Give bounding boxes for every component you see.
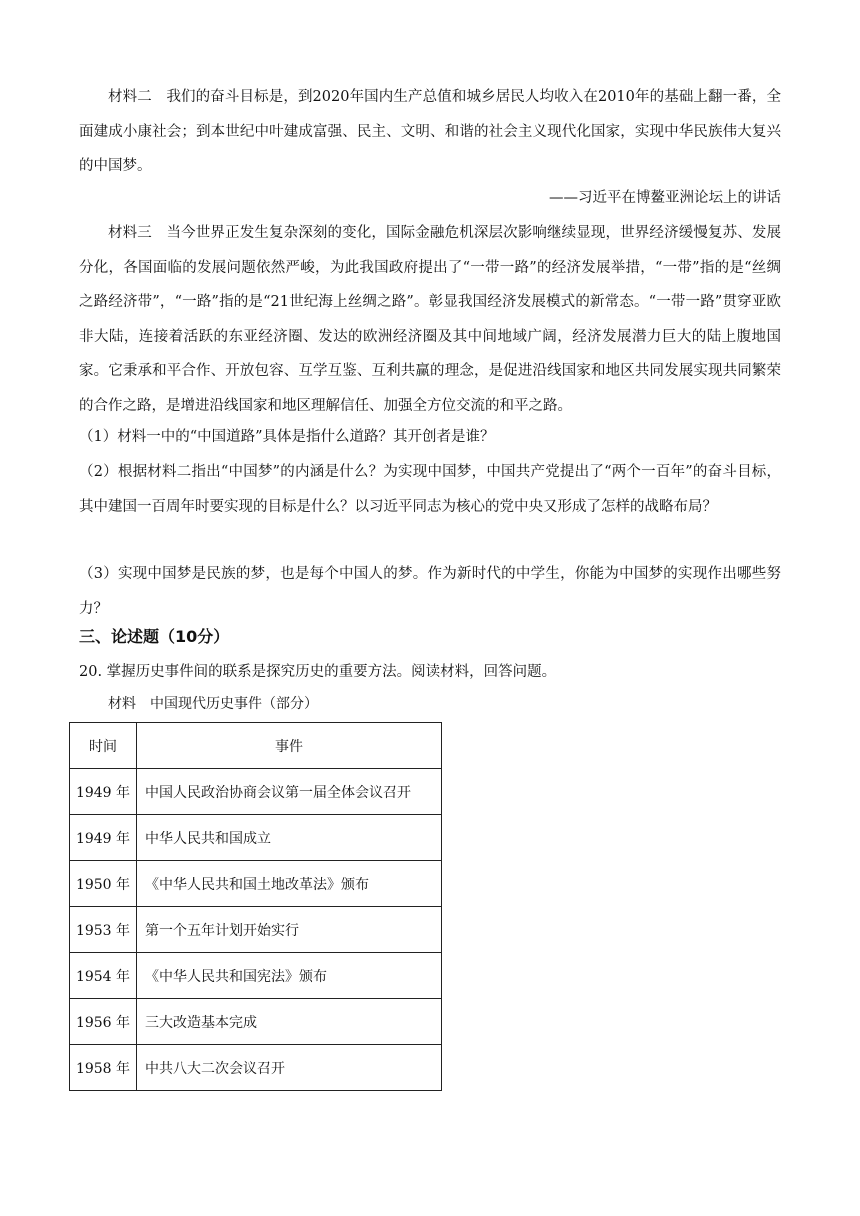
cell-event: 《中华人民共和国土地改革法》颁布 xyxy=(137,861,442,907)
table-row xyxy=(70,1045,442,1091)
cell-time: 1956 年 xyxy=(70,999,137,1045)
material-2-text: 材料二 我们的奋斗目标是，到2020年国内生产总值和城乡居民人均收入在2010年的基础上翻一番，全面建成小康社会；到本世纪中叶建成富强、民主、文明、和谐的社会主义现代化国家，实现中华民族伟大复兴的中国梦。 xyxy=(79,89,781,174)
table-row xyxy=(70,999,442,1045)
table-caption: 材料 中国现代历史事件（部分） xyxy=(108,696,318,712)
cell-event: 第一个五年计划开始实行 xyxy=(137,907,442,953)
table-row xyxy=(70,907,442,953)
cell-time: 1950 年 xyxy=(70,861,137,907)
table-row xyxy=(70,953,442,999)
header-time: 时间 xyxy=(70,723,137,769)
cell-event: 三大改造基本完成 xyxy=(137,999,442,1045)
material-3-text: 材料三 当今世界正发生复杂深刻的变化，国际金融危机深层次影响继续显现，世界经济缓慢复苏、发展分化，各国面临的发展问题依然严峻，为此我国政府提出了“一带一路”的经济发展举措，“一带”指的是“丝绸之路经济带”，“一路”指的是“21世纪海上丝绸之路”。彰显我国经济发展模式的新常态。“一带一路”贯穿亚欧非大陆，连接着活跃的东亚经济圈、发达的欧洲经济圈及其中间地域广阔，经济发展潜力巨大的陆上腹地国家。它秉承和平合作、开放包容、互学互鉴、互利共赢的理念，是促进沿线国家和地区共同发展实现共同繁荣的合作之路，是增进沿线国家和地区理解信任、加强全方位交流的和平之路。 xyxy=(79,225,781,414)
cell-time: 1953 年 xyxy=(70,907,137,953)
table-row xyxy=(70,861,442,907)
section-heading: 三、论述题（10分） xyxy=(79,627,230,646)
question-2: （2）根据材料二指出“中国梦”的内涵是什么？为实现中国梦，中国共产党提出了“两个一百年”的奋斗目标，其中建国一百周年时要实现的目标是什么？以习近平同志为核心的党中央又形成了怎样的战略布局？ xyxy=(79,464,781,515)
material-2-source: ——习近平在博鳌亚洲论坛上的讲话 xyxy=(549,190,781,206)
table-header-row xyxy=(70,723,442,769)
cell-event: 中华人民共和国成立 xyxy=(137,815,442,861)
cell-time: 1954 年 xyxy=(70,953,137,999)
cell-time: 1958 年 xyxy=(70,1045,137,1091)
cell-time: 1949 年 xyxy=(70,769,137,815)
cell-event: 中国人民政治协商会议第一届全体会议召开 xyxy=(137,769,442,815)
cell-event: 《中华人民共和国宪法》颁布 xyxy=(137,953,442,999)
question-1: （1）材料一中的“中国道路”具体是指什么道路？其开创者是谁？ xyxy=(79,429,495,445)
header-event: 事件 xyxy=(137,723,442,769)
question-3: （3）实现中国梦是民族的梦，也是每个中国人的梦。作为新时代的中学生，你能为中国梦的实现作出哪些努力？ xyxy=(79,566,781,617)
cell-event: 中共八大二次会议召开 xyxy=(137,1045,442,1091)
cell-time: 1949 年 xyxy=(70,815,137,861)
question-20: 20. 掌握历史事件间的联系是探究历史的重要方法。阅读材料，回答问题。 xyxy=(79,664,557,680)
events-table xyxy=(69,722,442,1091)
table-row xyxy=(70,815,442,861)
table-row xyxy=(70,769,442,815)
